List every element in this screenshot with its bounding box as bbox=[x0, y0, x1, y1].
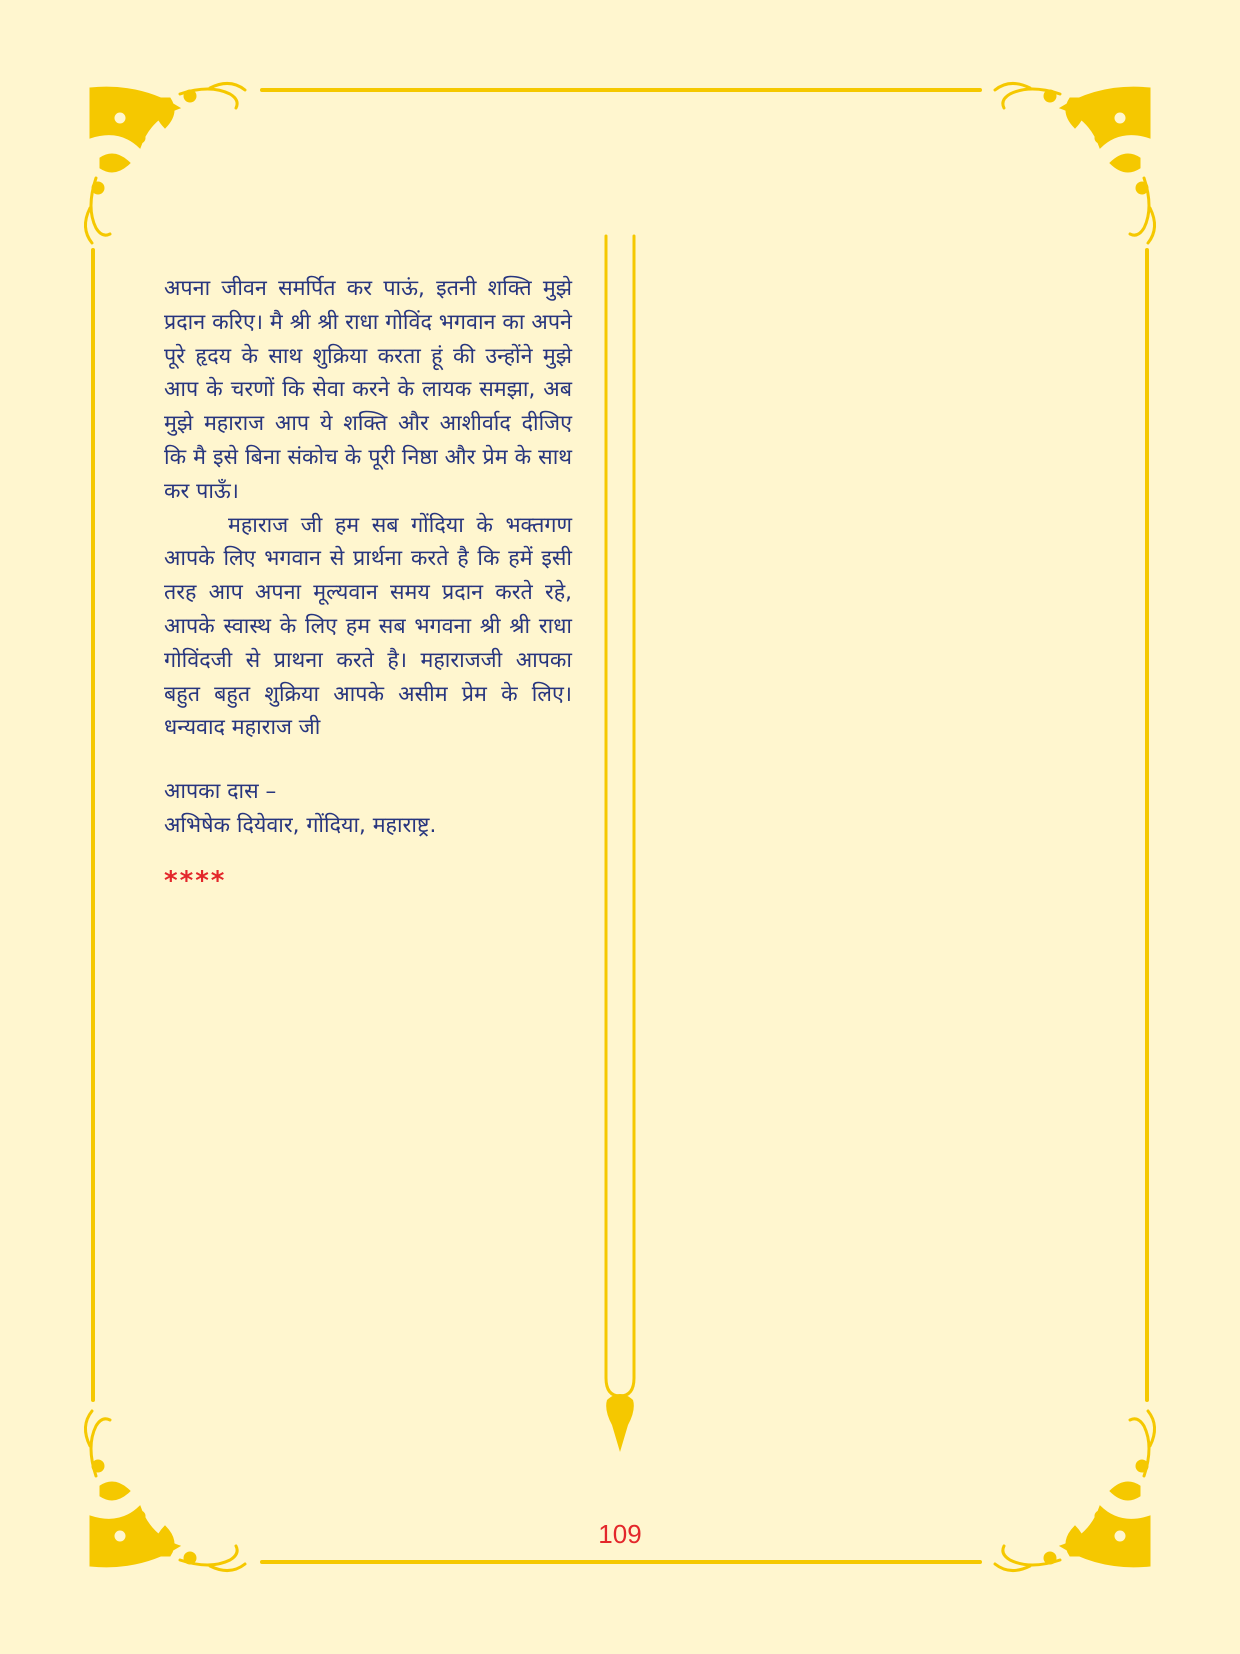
section-end-stars: **** bbox=[164, 866, 227, 897]
signoff-name: अभिषेक दियेवार, गोंदिया, महाराष्ट्र. bbox=[164, 813, 437, 839]
letter-text-column bbox=[164, 272, 572, 899]
center-divider bbox=[606, 236, 634, 1396]
body-paragraph-1: अपना जीवन समर्पित कर पाऊं, इतनी शक्ति मुझे प्रदान करिए। मै श्री श्री राधा गोविंद भगवान का अपने पूरे हृदय के साथ शुक्रिया करता हूं की उन्होंने मुझे आप के चरणों कि सेवा करने के लायक समझा, अब मुझे महाराज आप ये शक्ति और आशीर्वाद दीजिए कि मै इसे बिना संकोच के पूरी निष्ठा और प्रेम के साथ कर पाऊँ। bbox=[164, 276, 572, 504]
body-paragraph-2: महाराज जी हम सब गोंदिया के भक्तगण आपके लिए भगवान से प्रार्थना करते है कि हमें इसी तरह आप अपना मूल्यवान समय प्रदान करते रहे, आपके स्वास्थ के लिए हम सब भगवना श्री श्री राधा गोविंदजी से प्राथना करते है। महाराजजी आपका बहुत बहुत शुक्रिया आपके असीम प्रेम के लिए। धन्यवाद महाराज जी bbox=[164, 512, 572, 741]
page-number: 109 bbox=[598, 1519, 642, 1549]
signoff-salutation: आपका दास – bbox=[164, 779, 277, 805]
corner-ornament-top-left bbox=[85, 83, 245, 243]
divider-drop-ornament bbox=[606, 1394, 634, 1452]
corner-ornament-top-right bbox=[995, 83, 1155, 243]
signoff-block bbox=[164, 775, 572, 843]
